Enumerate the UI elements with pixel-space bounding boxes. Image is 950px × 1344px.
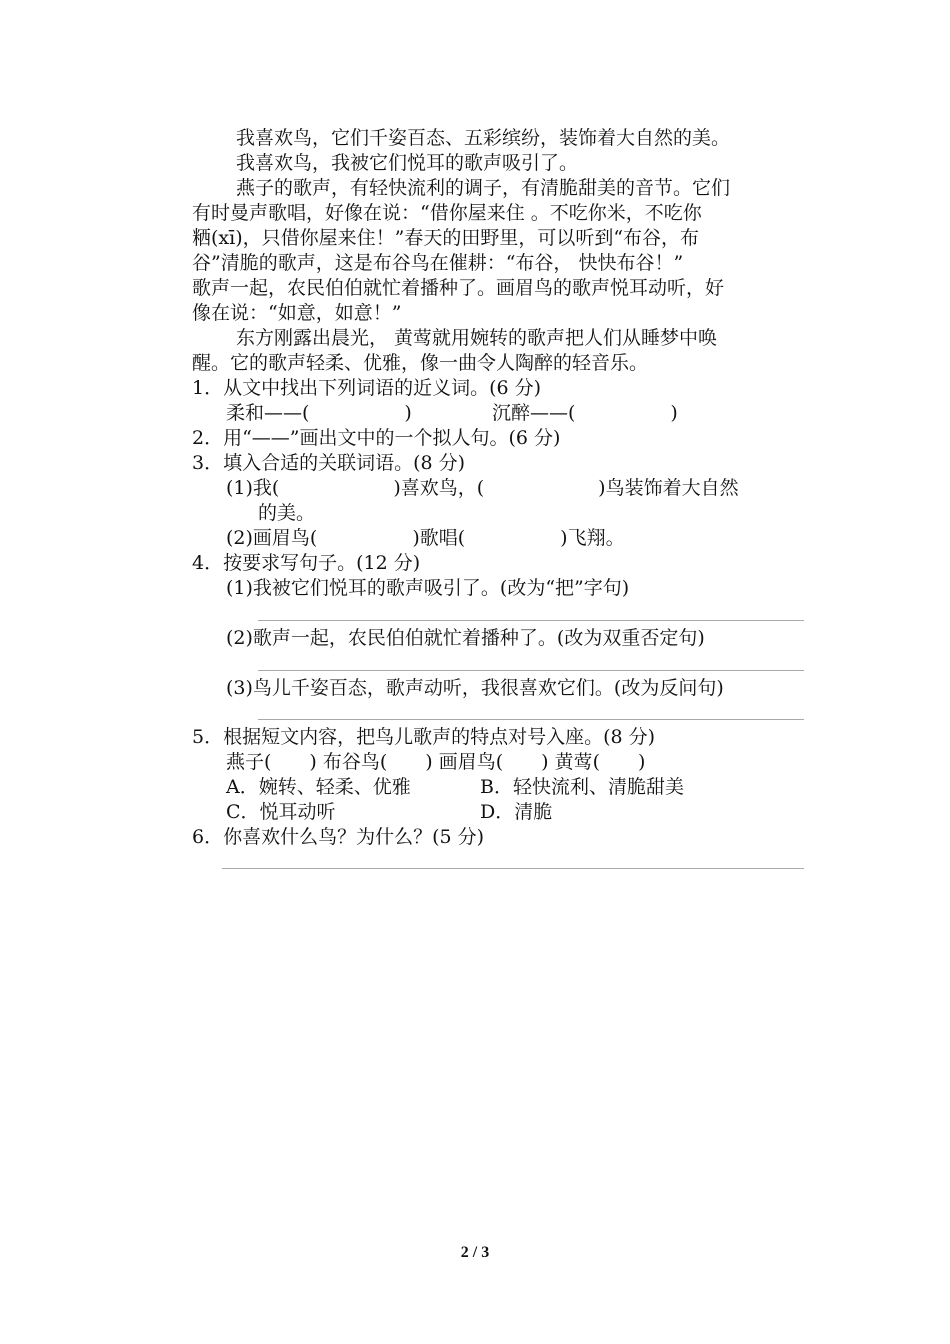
- question-4-title: 4．按要求写句子。(12 分): [192, 552, 421, 574]
- q5-option-a: A．婉转、轻柔、优雅: [226, 776, 411, 798]
- q4-sentence-1: (1)我被它们悦耳的歌声吸引了。(改为“把”字句): [226, 577, 630, 599]
- q5-birds: 燕子( ) 布谷鸟( ) 画眉鸟( ) 黄莺( ): [226, 751, 646, 773]
- q1-item-a: 柔和——( ): [226, 402, 412, 424]
- answer-line[interactable]: [258, 719, 804, 720]
- passage-line: 谷”清脆的歌声，这是布谷鸟在催耕：“布谷， 快快布谷！”: [192, 252, 684, 274]
- answer-line[interactable]: [222, 868, 804, 869]
- q5-option-b: B．轻快流利、清脆甜美: [480, 776, 684, 798]
- q5-option-d: D．清脆: [480, 801, 553, 823]
- passage-line: 燕子的歌声，有轻快流利的调子，有清脆甜美的音节。它们: [236, 177, 731, 199]
- q3-sentence-1: (1)我( )喜欢鸟，( )鸟装饰着大自然: [226, 477, 739, 499]
- q4-sentence-2: (2)歌声一起，农民伯伯就忙着播种了。(改为双重否定句): [226, 627, 705, 649]
- q5-option-c: C．悦耳动听: [226, 801, 336, 823]
- q1-item-b: 沉醉——( ): [492, 402, 678, 424]
- passage-line: 有时曼声歌唱，好像在说：“借你屋来住 。不吃你米，不吃你: [192, 202, 702, 224]
- passage-line: 我喜欢鸟，它们千姿百态、五彩缤纷，装饰着大自然的美。: [236, 127, 731, 149]
- passage-line: 像在说：“如意，如意！”: [192, 302, 402, 324]
- question-1-title: 1．从文中找出下列词语的近义词。(6 分): [192, 377, 542, 399]
- question-5-title: 5．根据短文内容，把鸟儿歌声的特点对号入座。(8 分): [192, 726, 656, 748]
- answer-line[interactable]: [258, 670, 804, 671]
- q4-sentence-3: (3)鸟儿千姿百态，歌声动听，我很喜欢它们。(改为反问句): [226, 677, 724, 699]
- passage-line: 东方刚露出晨光， 黄莺就用婉转的歌声把人们从睡梦中唤: [236, 327, 718, 349]
- question-3-title: 3．填入合适的关联词语。(8 分): [192, 452, 466, 474]
- passage-line: 歌声一起，农民伯伯就忙着播种了。画眉鸟的歌声悦耳动听，好: [192, 277, 725, 299]
- passage-line: 我喜欢鸟，我被它们悦耳的歌声吸引了。: [236, 152, 579, 174]
- q3-sentence-1-cont: 的美。: [258, 502, 316, 524]
- passage-line: 醒。它的歌声轻柔、优雅，像一曲令人陶醉的轻音乐。: [192, 352, 649, 374]
- passage-line: 粞(xī)，只借你屋来住！”春天的田野里，可以听到“布谷，布: [192, 227, 700, 249]
- question-2-title: 2．用“——”画出文中的一个拟人句。(6 分): [192, 427, 561, 449]
- answer-line[interactable]: [258, 620, 804, 621]
- q3-sentence-2: (2)画眉鸟( )歌唱( )飞翔。: [226, 527, 625, 549]
- page-number: 2 / 3: [460, 1244, 490, 1261]
- question-6-title: 6．你喜欢什么鸟？为什么？(5 分): [192, 826, 485, 848]
